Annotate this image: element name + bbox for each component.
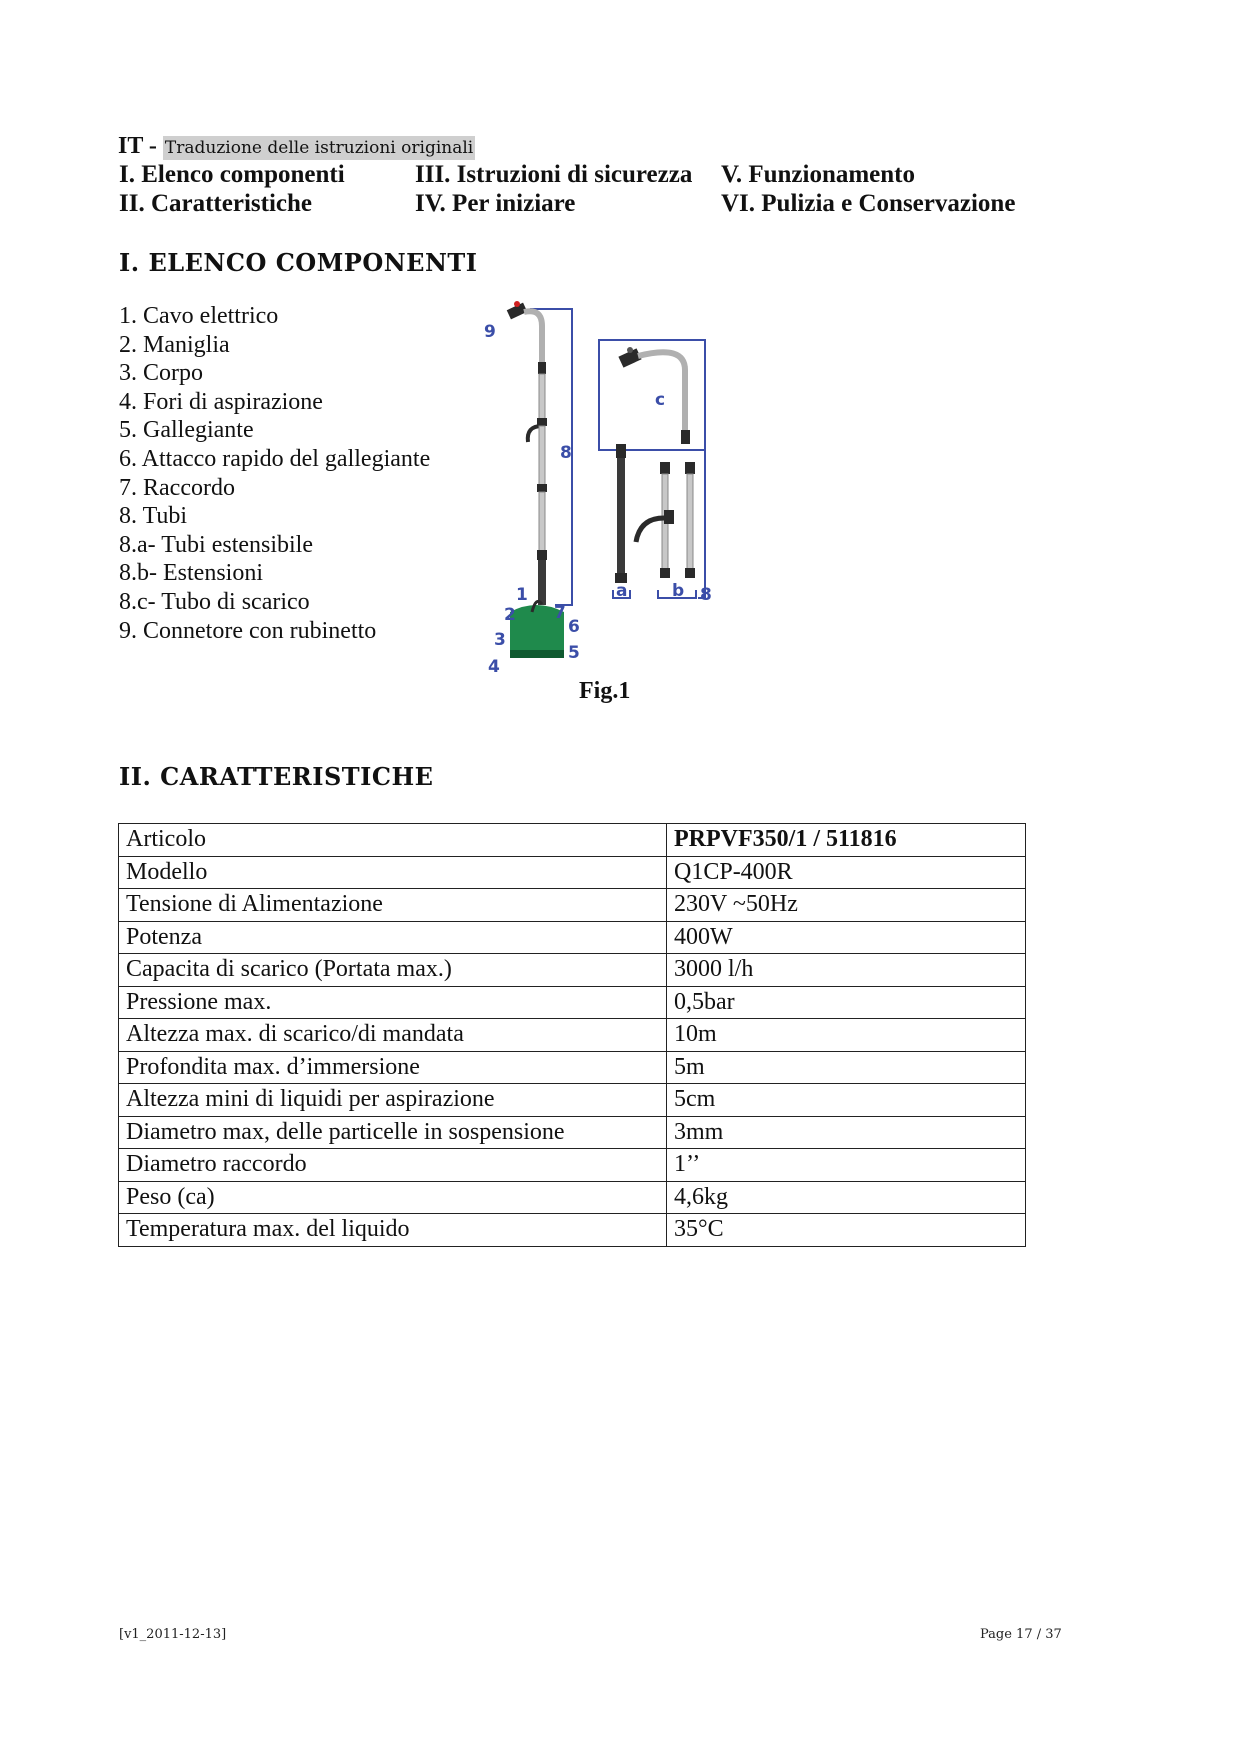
- translation-subtitle: Traduzione delle istruzioni originali: [164, 138, 474, 158]
- document-header: [118, 133, 475, 160]
- spec-label: Diametro max, delle particelle in sospensione: [119, 1116, 667, 1149]
- spec-label: Altezza mini di liquidi per aspirazione: [119, 1084, 667, 1117]
- figure-label-5: 5: [568, 643, 580, 663]
- toc-item-3: III. Istruzioni di sicurezza: [415, 161, 693, 188]
- spec-label: Diametro raccordo: [119, 1149, 667, 1182]
- figure-label-b: b: [672, 581, 685, 601]
- language-code: IT -: [118, 133, 157, 159]
- pump-parts-illustration: [599, 340, 705, 598]
- figure-caption: Fig.1: [579, 678, 631, 704]
- list-item: 8.b- Estensioni: [119, 560, 263, 587]
- figure-label-3: 3: [494, 630, 506, 650]
- toc-item-5: V. Funzionamento: [721, 161, 916, 188]
- spec-label: Tensione di Alimentazione: [119, 889, 667, 922]
- table-row: [119, 921, 1026, 954]
- spec-value: 5cm: [667, 1084, 1026, 1117]
- list-item: 8. Tubi: [119, 503, 188, 530]
- toc-item-6: VI. Pulizia e Conservazione: [721, 190, 1016, 217]
- table-row: [119, 1084, 1026, 1117]
- component-list: [119, 302, 430, 645]
- spec-value: 35°C: [667, 1214, 1026, 1247]
- list-item: 8.a- Tubi estensibile: [119, 531, 314, 558]
- spec-label: Altezza max. di scarico/di mandata: [119, 1019, 667, 1052]
- spec-value: 230V ~50Hz: [667, 889, 1026, 922]
- spec-value: 3000 l/h: [667, 954, 1026, 987]
- table-row: [119, 856, 1026, 889]
- section-title-components: I. ELENCO COMPONENTI: [119, 248, 478, 277]
- spec-label: Pressione max.: [119, 986, 667, 1019]
- table-row: [119, 1149, 1026, 1182]
- figure-label-a: a: [616, 581, 628, 601]
- spec-value: 1’’: [667, 1149, 1026, 1182]
- table-row: [119, 1181, 1026, 1214]
- list-item: 6. Attacco rapido del gallegiante: [119, 445, 431, 472]
- figure-label-6: 6: [568, 617, 580, 637]
- table-row: [119, 1116, 1026, 1149]
- toc-item-2: II. Caratteristiche: [119, 190, 312, 217]
- specs-table: [118, 823, 1026, 1247]
- spec-value: 3mm: [667, 1116, 1026, 1149]
- list-item: 2. Maniglia: [119, 331, 230, 358]
- table-row: [119, 986, 1026, 1019]
- table-row: [119, 954, 1026, 987]
- table-row: [119, 824, 1026, 857]
- spec-value: 0,5bar: [667, 986, 1026, 1019]
- figure-label-c: c: [655, 390, 666, 410]
- table-row: [119, 1051, 1026, 1084]
- list-item: 9. Connetore con rubinetto: [119, 617, 377, 644]
- spec-value: 10m: [667, 1019, 1026, 1052]
- list-item: 1. Cavo elettrico: [119, 303, 279, 329]
- spec-label: Profondita max. d’immersione: [119, 1051, 667, 1084]
- spec-value: Q1CP-400R: [667, 856, 1026, 889]
- spec-label: Temperatura max. del liquido: [119, 1214, 667, 1247]
- toc-item-1: I. Elenco componenti: [119, 161, 345, 188]
- figure-label-4: 4: [488, 657, 500, 677]
- table-row: [119, 1214, 1026, 1247]
- spec-value: 5m: [667, 1051, 1026, 1084]
- toc-item-4: IV. Per iniziare: [415, 190, 576, 217]
- figure-label-1: 1: [516, 585, 528, 605]
- spec-label: Articolo: [119, 824, 667, 857]
- figure-label-8: 8: [560, 443, 572, 463]
- figure-label-8-bottom: 8: [700, 585, 712, 605]
- section-title-characteristics: II. CARATTERISTICHE: [119, 762, 434, 791]
- spec-label: Potenza: [119, 921, 667, 954]
- spec-label: Capacita di scarico (Portata max.): [119, 954, 667, 987]
- list-item: 7. Raccordo: [119, 474, 235, 501]
- table-row: [119, 889, 1026, 922]
- pump-figure: [480, 300, 740, 680]
- spec-label: Modello: [119, 856, 667, 889]
- list-item: 5. Gallegiante: [119, 417, 254, 444]
- spec-value: 4,6kg: [667, 1181, 1026, 1214]
- spec-label: Peso (ca): [119, 1181, 667, 1214]
- figure-label-7: 7: [554, 603, 566, 623]
- list-item: 3. Corpo: [119, 360, 203, 387]
- list-item: 8.c- Tubo di scarico: [119, 588, 310, 615]
- table-row: [119, 1019, 1026, 1052]
- spec-value: 400W: [667, 921, 1026, 954]
- figure-label-2: 2: [504, 605, 516, 625]
- spec-value: PRPVF350/1 / 511816: [667, 824, 1026, 857]
- list-item: 4. Fori di aspirazione: [119, 388, 323, 415]
- figure-label-9: 9: [484, 322, 496, 342]
- footer-page-number: Page 17 / 37: [980, 1627, 1062, 1642]
- footer-version: [v1_2011-12-13]: [119, 1627, 227, 1642]
